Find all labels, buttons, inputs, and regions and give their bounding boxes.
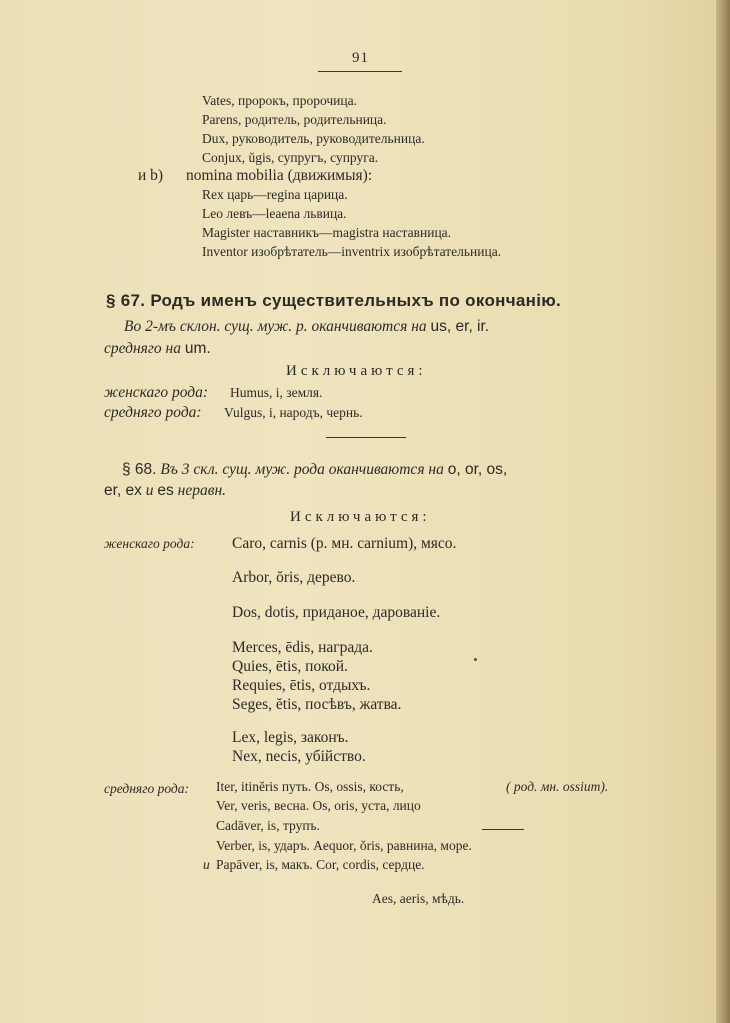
b-marker: и b) [138,167,164,184]
page-number: 91 [352,50,369,66]
s67-neuter-ending: um. [184,340,211,357]
s67-neuter-italic: средняго на [104,340,181,357]
fem-line: Nex, necis, убійство. [232,748,366,765]
text-line: Dux, руководитель, руководительница. [202,131,425,146]
s67-neut-label: средняго рода: [104,404,202,421]
neut-row: Iter, itinĕris путь. Os, ossis, кость, [216,779,404,794]
papaver-prefix: и [203,857,210,872]
neut-row: Cadāver, is, трупъ. [216,818,320,833]
text-line: Vates, пророкъ, пророчица. [202,93,357,108]
fem-line: Dos, dotis, приданое, дарованіе. [232,604,441,621]
s67-rule [124,318,489,336]
text-line: Inventor изобрѣтатель—inventrix изобрѣтательница. [202,244,502,259]
neut-row: Papāver, is, макъ. Cor, cordis, сердце. [216,857,425,872]
neut-row: Verber, is, ударъ. Aequor, ŏris, равнина, море. [216,838,472,853]
text-line: Parens, родитель, родительница. [202,112,387,127]
fem-line: Merces, ēdis, награда. [232,639,373,656]
fem-line: Quies, ētis, покой. [232,658,348,675]
s67-neut-text: Vulgus, i, народъ, чернь. [224,405,363,420]
fem-line: Lex, legis, законъ. [232,729,349,746]
fem-line: Requies, ētis, отдыхъ. [232,677,371,694]
text-line: Conjux, ŭgis, супругъ, супруга. [202,150,379,165]
s68-endings-2: er, ex [104,482,142,499]
s68-rule-line [122,461,507,479]
short-rule [482,829,524,830]
os-note: ( род. мн. ossium). [506,779,609,794]
b-title: nomina mobilia (движимыя): [186,167,373,184]
s68-number: § 68. [122,461,157,478]
fem-line: Seges, ĕtis, посѣвъ, жатва. [232,696,402,713]
text-line: Leo левъ—leaena львица. [202,206,347,221]
s67-rule-endings: us, er, ir. [430,318,490,335]
s68-endings-line [104,482,226,500]
s68-neut-label: средняго рода: [104,781,189,796]
s67-fem-label: женскаго рода: [104,384,208,401]
s67-fem-text: Humus, i, земля. [230,385,323,400]
neut-row: Ver, veris, весна. Os, oris, уста, лицо [216,798,421,813]
page-edge [716,0,730,1023]
text-line: Rex царь—regina царица. [202,187,348,202]
s68-exceptions-title: Исключаются: [290,509,431,525]
s67-exceptions-title: Исключаются: [286,363,427,379]
s67-neuter [104,340,211,358]
section-divider [326,437,406,438]
fem-line: Arbor, ŏris, дерево. [232,569,356,586]
s68-conj: и [145,482,154,499]
print-speck [474,658,477,661]
s68-rule-italic: Въ 3 скл. сущ. муж. рода оканчиваются на [160,461,444,478]
s67-rule-italic: Во 2-мъ склон. сущ. муж. р. оканчиваются на [124,318,427,335]
s68-tail: неравн. [177,482,227,499]
page-number-rule [318,71,402,72]
section-67-heading: § 67. Родъ именъ существительныхъ по окончанію. [106,291,562,310]
s68-endings-3: es [157,482,174,499]
fem-line: Caro, carnis (р. мн. carnium), мясо. [232,535,457,552]
text-line: Magister наставникъ—magistra наставница. [202,225,452,240]
s68-fem-label: женскаго рода: [104,536,195,551]
last-line: Aes, aeris, мѣдь. [372,891,465,906]
s68-endings-1: o, or, os, [447,461,508,478]
